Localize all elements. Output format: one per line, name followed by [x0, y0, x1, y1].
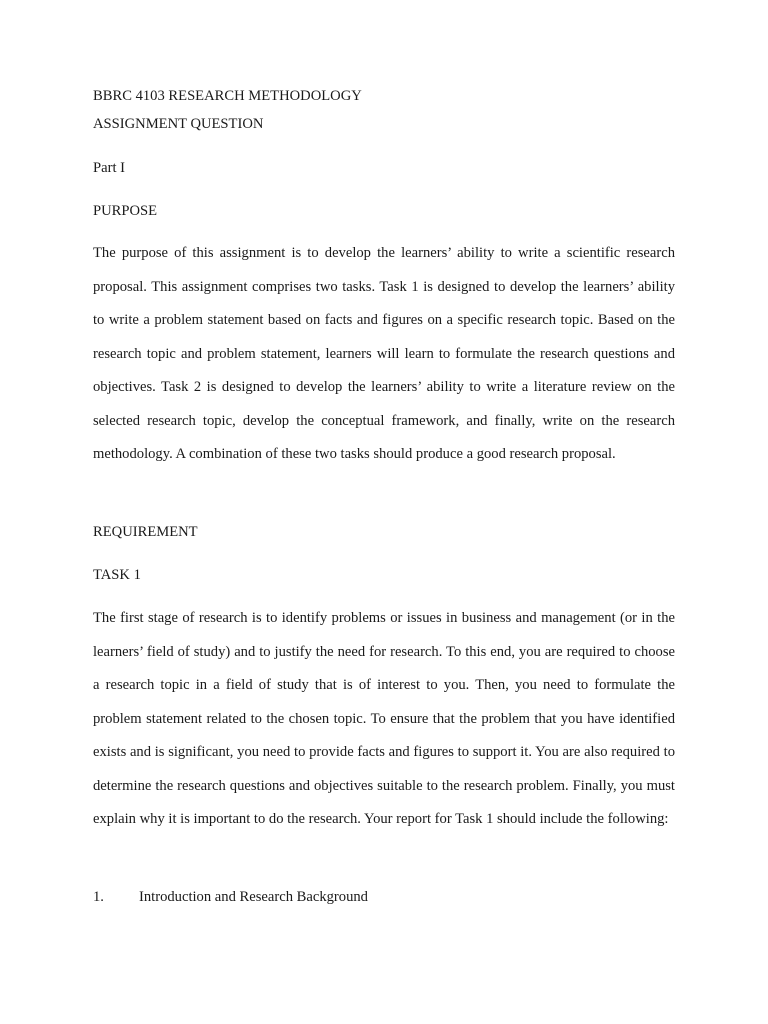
list-item-number: 1. [93, 889, 104, 905]
list-item-label: Introduction and Research Background [139, 889, 368, 905]
document-page [93, 0, 675, 1024]
purpose-paragraph: The purpose of this assignment is to develop the learners’ ability to write a scientific research proposal. This assignment comprises two tasks. Task 1 is designed to develop the learners’ ability to write a problem statement based on facts and figures on a specific research topic. Based on the research topic and problem statement, learners will learn to formulate the research questions and objectives. Task 2 is designed to develop the learners’ ability to write a literature review on the selected research topic, develop the conceptual framework, and finally, write on the research methodology. A combination of these two tasks should produce a good research proposal. [93, 245, 675, 462]
purpose-heading: PURPOSE [93, 203, 158, 219]
requirement-heading: REQUIREMENT [93, 524, 198, 540]
assignment-subtitle: ASSIGNMENT QUESTION [93, 116, 264, 132]
part-label: Part I [93, 160, 126, 176]
task1-paragraph: The first stage of research is to identify problems or issues in business and management (or in the learners’ field of study) and to justify the need for research. To this end, you are required to choose a research topic in a field of study that is of interest to you. Then, you need to formulate the problem statement related to the chosen topic. To ensure that the problem that you have identified exists and is significant, you need to provide facts and figures to support it. You are also required to determine the research questions and objectives suitable to the research problem. Finally, you must explain why it is important to do the research. Your report for Task 1 should include the following: [93, 610, 675, 827]
course-title: BBRC 4103 RESEARCH METHODOLOGY [93, 88, 362, 104]
task1-heading: TASK 1 [93, 567, 141, 583]
list-item [93, 888, 675, 906]
